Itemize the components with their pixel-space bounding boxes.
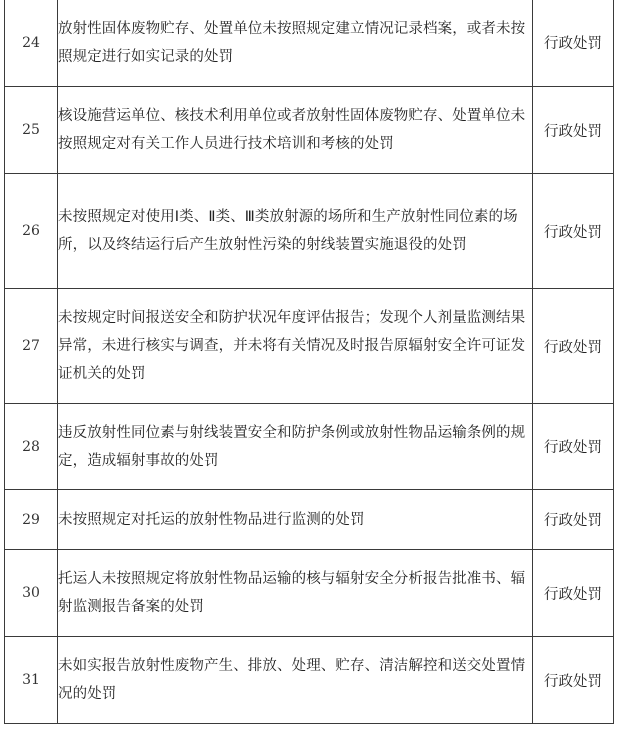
table-row bbox=[5, 490, 614, 550]
table-row bbox=[5, 404, 614, 490]
table-row bbox=[5, 87, 614, 174]
item-number: 26 bbox=[5, 174, 58, 289]
item-description: 违反放射性同位素与射线装置安全和防护条例或放射性物品运输条例的规定，造成辐射事故的处罚 bbox=[58, 404, 533, 490]
item-description: 未按照规定对托运的放射性物品进行监测的处罚 bbox=[58, 490, 533, 550]
item-description: 托运人未按照规定将放射性物品运输的核与辐射安全分析报告批准书、辐射监测报告备案的处罚 bbox=[58, 550, 533, 637]
penalty-items-table bbox=[4, 0, 614, 724]
item-number: 28 bbox=[5, 404, 58, 490]
item-type: 行政处罚 bbox=[533, 490, 614, 550]
item-description: 未按照规定对使用Ⅰ类、Ⅱ类、Ⅲ类放射源的场所和生产放射性同位素的场所，以及终结运行后产生放射性污染的射线装置实施退役的处罚 bbox=[58, 174, 533, 289]
table-row bbox=[5, 550, 614, 637]
item-description: 放射性固体废物贮存、处置单位未按照规定建立情况记录档案，或者未按照规定进行如实记录的处罚 bbox=[58, 0, 533, 87]
item-type: 行政处罚 bbox=[533, 637, 614, 724]
table-row bbox=[5, 289, 614, 404]
item-number: 27 bbox=[5, 289, 58, 404]
item-number: 29 bbox=[5, 490, 58, 550]
item-description: 核设施营运单位、核技术利用单位或者放射性固体废物贮存、处置单位未按照规定对有关工作人员进行技术培训和考核的处罚 bbox=[58, 87, 533, 174]
table-row bbox=[5, 0, 614, 87]
item-number: 24 bbox=[5, 0, 58, 87]
item-type: 行政处罚 bbox=[533, 174, 614, 289]
item-type: 行政处罚 bbox=[533, 87, 614, 174]
item-type: 行政处罚 bbox=[533, 404, 614, 490]
table-row bbox=[5, 174, 614, 289]
item-type: 行政处罚 bbox=[533, 550, 614, 637]
item-number: 31 bbox=[5, 637, 58, 724]
item-type: 行政处罚 bbox=[533, 0, 614, 87]
table-row bbox=[5, 637, 614, 724]
item-type: 行政处罚 bbox=[533, 289, 614, 404]
item-number: 25 bbox=[5, 87, 58, 174]
item-number: 30 bbox=[5, 550, 58, 637]
item-description: 未按规定时间报送安全和防护状况年度评估报告；发现个人剂量监测结果异常，未进行核实与调查，并未将有关情况及时报告原辐射安全许可证发证机关的处罚 bbox=[58, 289, 533, 404]
item-description: 未如实报告放射性废物产生、排放、处理、贮存、清洁解控和送交处置情况的处罚 bbox=[58, 637, 533, 724]
